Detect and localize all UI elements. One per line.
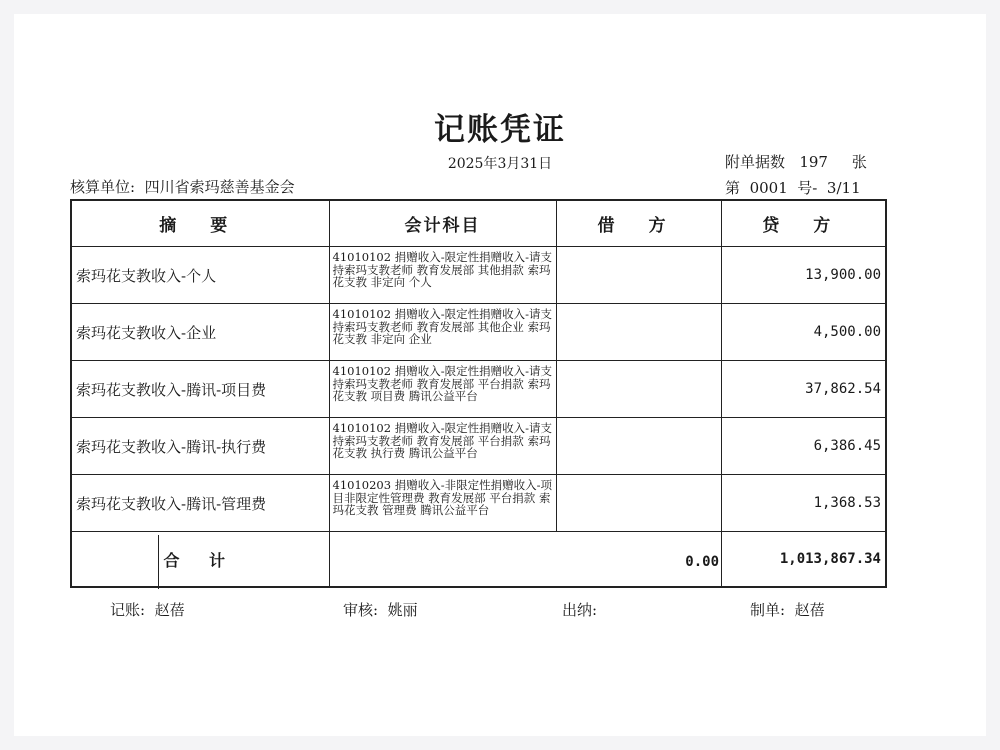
row-debit	[556, 247, 721, 304]
footer-reviewer	[343, 599, 418, 620]
cashier-label: 出纳:	[562, 601, 598, 619]
row-account: 41010102 捐赠收入-限定性捐赠收入-请支持索玛支教老师 教育发展部 其他企业 索玛花支教 非定向 企业	[329, 304, 556, 361]
table-header-row	[71, 200, 886, 247]
table-row	[71, 475, 886, 532]
row-debit	[556, 418, 721, 475]
row-account: 41010102 捐赠收入-限定性捐赠收入-请支持索玛支教老师 教育发展部 平台捐款 索玛花支教 项目费 腾讯公益平台	[329, 361, 556, 418]
total-row	[71, 532, 886, 588]
voucher-number-info	[725, 177, 861, 198]
voucher-number: 0001	[749, 179, 788, 197]
header-account: 会计科目	[329, 200, 556, 247]
footer-cashier	[562, 599, 607, 620]
attachments-unit: 张	[851, 153, 867, 171]
total-blank	[329, 532, 721, 588]
header-debit: 借 方	[556, 200, 721, 247]
preparer-label: 制单:	[750, 601, 786, 619]
header-credit: 贷 方	[721, 200, 886, 247]
table-row	[71, 418, 886, 475]
attachments-label: 附单据数	[725, 153, 786, 171]
row-credit: 1,368.53	[721, 475, 886, 532]
row-summary: 索玛花支教收入-个人	[71, 247, 329, 304]
row-account: 41010102 捐赠收入-限定性捐赠收入-请支持索玛支教老师 教育发展部 平台捐款 索玛花支教 执行费 腾讯公益平台	[329, 418, 556, 475]
document-title: 记账凭证	[434, 112, 566, 148]
row-credit: 6,386.45	[721, 418, 886, 475]
row-credit: 37,862.54	[721, 361, 886, 418]
voucher-prefix: 第	[725, 179, 741, 197]
unit-name: 四川省索玛慈善基金会	[144, 178, 295, 196]
table-row	[71, 247, 886, 304]
row-summary: 索玛花支教收入-企业	[71, 304, 329, 361]
row-account: 41010203 捐赠收入-非限定性捐赠收入-项目非限定性管理费 教育发展部 平台捐款 索玛花支教 管理费 腾讯公益平台	[329, 475, 556, 532]
bookkeeper-name: 赵蓓	[154, 601, 185, 619]
total-label: 合 计	[71, 532, 329, 588]
reviewer-label: 审核:	[343, 601, 379, 619]
reviewer-name: 姚丽	[387, 601, 418, 619]
row-debit	[556, 475, 721, 532]
footer-bookkeeper	[110, 599, 185, 620]
table-row	[71, 361, 886, 418]
footer-preparer	[750, 599, 825, 620]
voucher-suffix: 号-	[797, 179, 818, 197]
attachments-info	[725, 151, 867, 172]
header-summary: 摘 要	[71, 200, 329, 247]
voucher-page: 3/11	[826, 179, 861, 197]
voucher-date: 2025年3月31日	[447, 156, 553, 172]
row-summary: 索玛花支教收入-腾讯-项目费	[71, 361, 329, 418]
row-summary: 索玛花支教收入-腾讯-执行费	[71, 418, 329, 475]
accounting-unit	[70, 176, 295, 197]
total-debit: 0.00	[685, 554, 719, 570]
row-debit	[556, 361, 721, 418]
row-debit	[556, 304, 721, 361]
row-credit: 13,900.00	[721, 247, 886, 304]
voucher-table	[70, 199, 887, 588]
preparer-name: 赵蓓	[794, 601, 825, 619]
total-credit: 1,013,867.34	[721, 532, 886, 588]
attachments-count: 197	[799, 153, 828, 171]
bookkeeper-label: 记账:	[110, 601, 146, 619]
row-summary: 索玛花支教收入-腾讯-管理费	[71, 475, 329, 532]
row-account: 41010102 捐赠收入-限定性捐赠收入-请支持索玛支教老师 教育发展部 其他捐款 索玛花支教 非定向 个人	[329, 247, 556, 304]
unit-label: 核算单位:	[70, 178, 136, 196]
table-row	[71, 304, 886, 361]
row-credit: 4,500.00	[721, 304, 886, 361]
